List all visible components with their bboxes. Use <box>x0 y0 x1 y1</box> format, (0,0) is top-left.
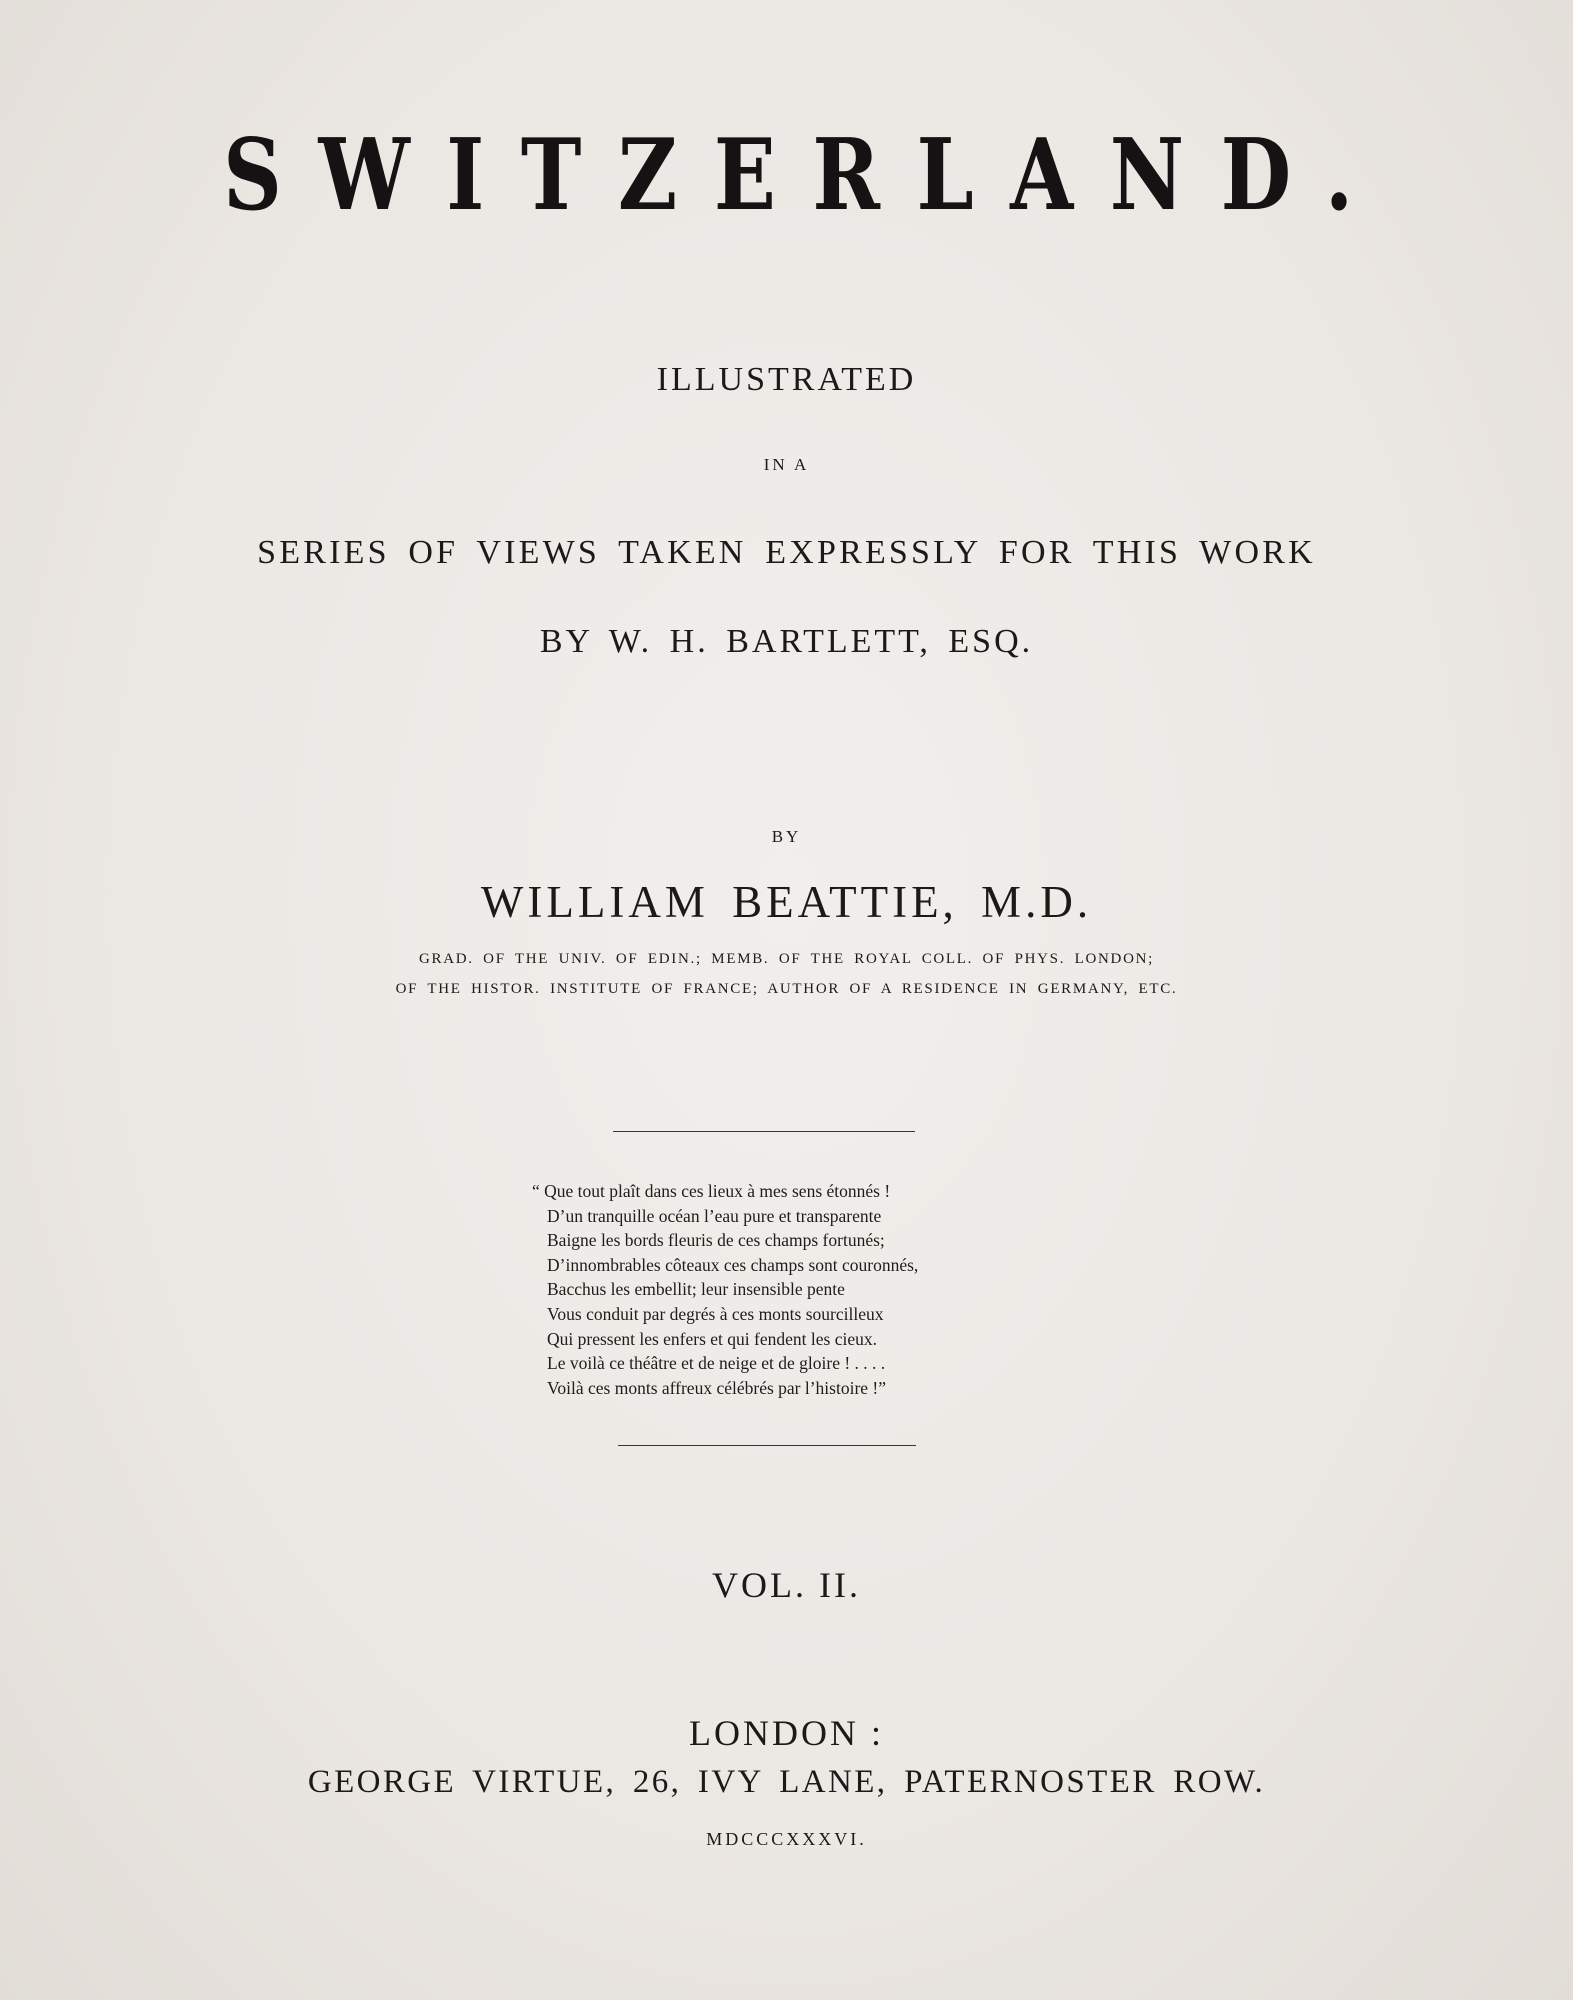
epigraph-line: Qui pressent les enfers et qui fendent les cieux. <box>547 1328 877 1349</box>
epigraph-line: Bacchus les embellit; leur insensible pente <box>547 1279 845 1300</box>
artist-line: BY W. H. BARTLETT, ESQ. <box>539 623 1034 660</box>
divider-rule <box>618 1445 916 1446</box>
epigraph-line: D’un tranquille océan l’eau pure et transparente <box>547 1205 882 1226</box>
epigraph-line: Vous conduit par degrés à ces monts sourcilleux <box>547 1303 884 1324</box>
author-credentials <box>0 944 1573 1004</box>
imprint-place: LONDON : <box>689 1713 884 1753</box>
series-line: SERIES OF VIEWS TAKEN EXPRESSLY FOR THIS WORK <box>257 534 1316 571</box>
credentials-line: GRAD. OF THE UNIV. OF EDIN.; MEMB. OF THE ROYAL COLL. OF PHYS. LONDON; <box>418 951 1155 967</box>
imprint-year: MDCCCXXXVI. <box>706 1829 867 1849</box>
epigraph-line: “ Que tout plaît dans ces lieux à mes sens étonnés ! <box>532 1181 891 1201</box>
epigraph-line: D’innombrables côteaux ces champs sont couronnés, <box>547 1254 919 1275</box>
epigraph-line: Baigne les bords fleuris de ces champs fortunés; <box>547 1230 885 1251</box>
book-title: SWITZERLAND. <box>223 118 1390 233</box>
illustrated-line: ILLUSTRATED <box>656 361 917 398</box>
epigraph-line: Le voilà ce théâtre et de neige et de gloire ! . . . . <box>547 1353 886 1374</box>
volume-number: VOL. II. <box>712 1565 861 1605</box>
epigraph <box>532 1179 1052 1400</box>
in-a-line: IN A <box>763 455 810 474</box>
author-name: WILLIAM BEATTIE, M.D. <box>480 877 1093 927</box>
imprint-publisher: GEORGE VIRTUE, 26, IVY LANE, PATERNOSTER ROW. <box>307 1764 1266 1800</box>
epigraph-line: Voilà ces monts affreux célébrés par l’histoire !” <box>547 1377 887 1398</box>
by-line: BY <box>771 827 802 846</box>
credentials-line: OF THE HISTOR. INSTITUTE OF FRANCE; AUTHOR OF A RESIDENCE IN GERMANY, ETC. <box>395 981 1178 997</box>
divider-rule <box>613 1131 915 1132</box>
